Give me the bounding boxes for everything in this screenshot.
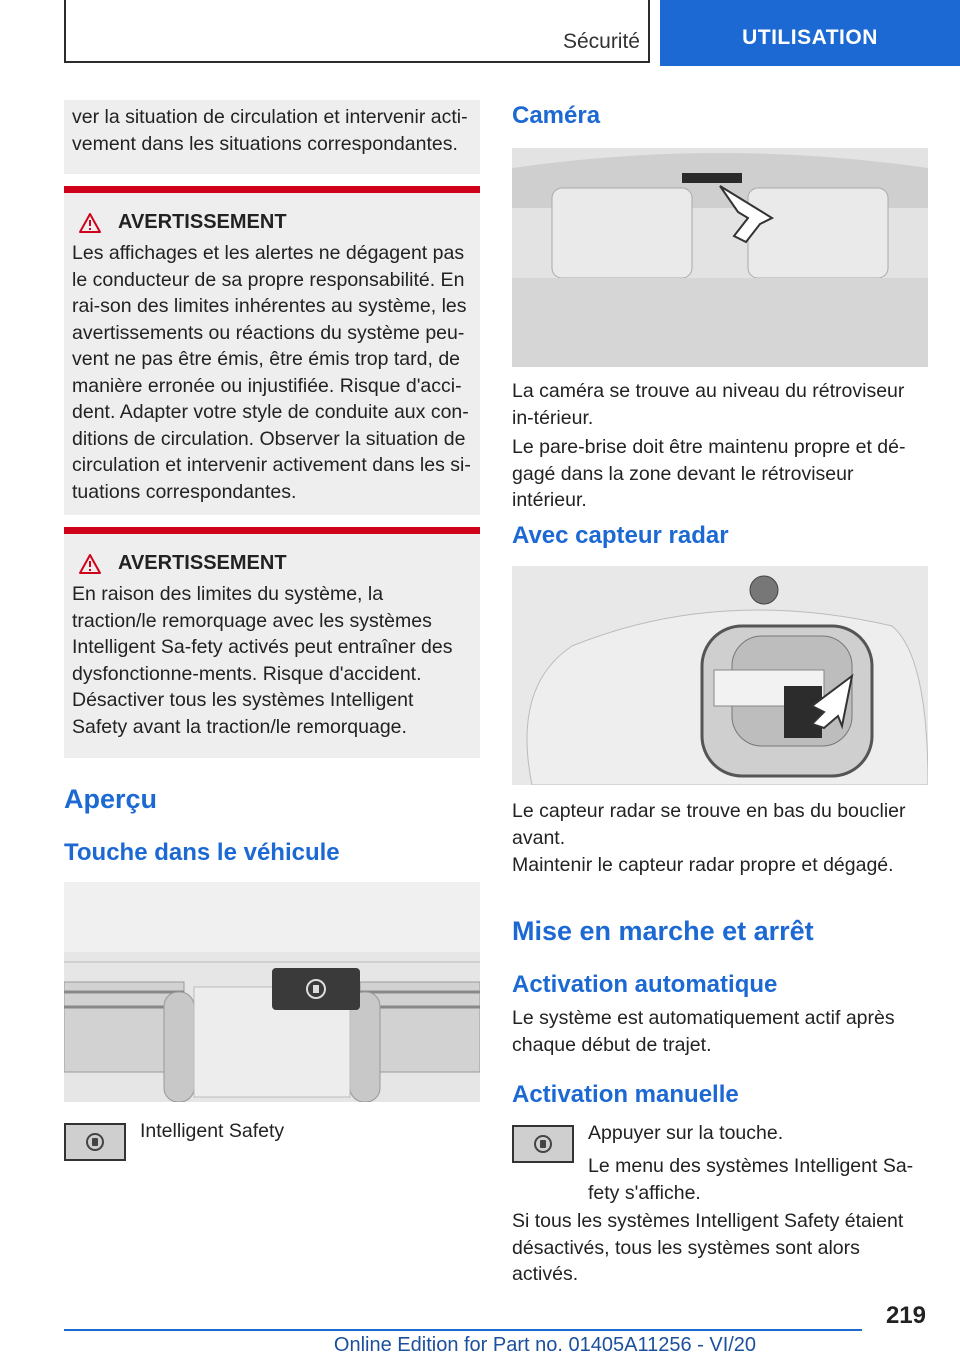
warning-text: Les affichages et les alertes ne dégagent pas le conducteur de sa propre responsabilité. En rai-son des limites inhérentes au système, les avertissements ou réactions du système peu-vent ne pas être émis, être émis trop tard, de manière erronée ou injustifiée. Risque d'acci-dent. Adapter votre style de conduite aux con-ditions de circulation. Observer la situation de circulation et intervenir activement dans les si-tuations correspondantes. [72,242,471,503]
camera-illustration [512,148,928,367]
header-section: Sécurité [562,30,640,53]
heading-button: Touche dans le véhicule [64,839,340,866]
warning-box [64,534,480,758]
manual-text-3: Si tous les systèmes Intelligent Safety étaient désactivés, tous les systèmes sont alors activés. [512,1210,904,1285]
radar-text-1: Le capteur radar se trouve en bas du bouclier avant. [512,800,906,849]
heading-auto: Activation automatique [512,971,778,998]
page-number: 219 [885,1302,926,1329]
heading-manual: Activation manuelle [512,1081,739,1108]
heading-on-off: Mise en marche et arrêt [512,916,814,946]
warning-title: AVERTISSEMENT [118,211,287,233]
camera-text-2: Le pare-brise doit être maintenu propre et dé-gagé dans la zone devant le rétroviseur intérieur. [512,436,906,511]
heading-overview: Aperçu [64,784,158,814]
intro-text: ver la situation de circulation et intervenir acti-vement dans les situations correspondantes. [72,106,468,155]
manual-text-2: Le menu des systèmes Intelligent Sa-fety s'affiche. [588,1155,914,1204]
warning-bar [64,186,480,193]
warning-triangle-icon [78,553,102,575]
camera-text-1: La caméra se trouve au niveau du rétroviseur in-térieur. [512,380,905,429]
radar-illustration [512,566,928,785]
intelligent-safety-button-icon [64,1123,126,1161]
button-caption: Intelligent Safety [140,1120,285,1142]
warning-box [64,193,480,515]
radar-text-2: Maintenir le capteur radar propre et dégagé. [512,854,894,876]
heading-radar: Avec capteur radar [512,522,729,549]
intro-box [64,100,480,174]
manual-text-1: Appuyer sur la touche. [588,1122,784,1144]
warning-title: AVERTISSEMENT [118,552,287,574]
warning-bar [64,527,480,534]
auto-text: Le système est automatiquement actif après chaque début de trajet. [512,1007,895,1056]
header-tab[interactable]: UTILISATION [660,0,960,66]
warning-triangle-icon [78,212,102,234]
footer-divider [64,1329,862,1331]
dashboard-illustration [64,882,480,1102]
heading-camera: Caméra [512,102,601,129]
manual-text-2a [588,1153,928,1206]
footer-edition: Online Edition for Part no. 01405A11256 - VI/20 [333,1334,757,1356]
warning-text: En raison des limites du système, la traction/le remorquage avec les systèmes Intelligent Sa-fety activés peut entraîner des dysfonctionne-ments. Risque d'accident. Désactiver tous les systèmes Intelligent Safety avant la traction/le remorquage. [72,583,453,738]
intelligent-safety-button-icon [512,1125,574,1163]
